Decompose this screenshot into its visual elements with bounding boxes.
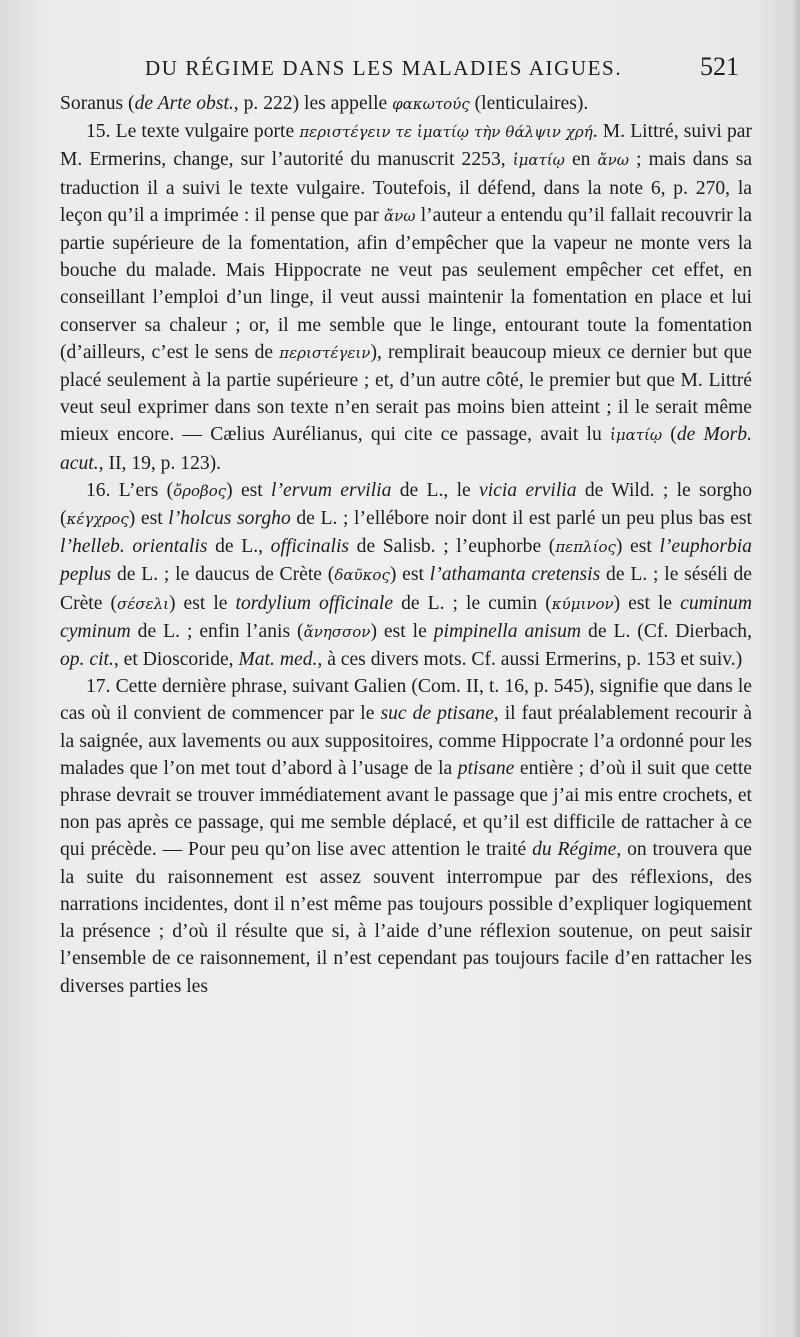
greek-term: ἱματίῳ (512, 151, 565, 170)
text-run: ) est le (370, 620, 434, 642)
text-run: de L., (207, 536, 271, 558)
text-run: de L. ; le daucus de Crète ( (111, 564, 335, 586)
text-run: 15. Le texte vulgaire porte (86, 121, 300, 143)
italic-term: l’helleb. orientalis (60, 536, 208, 558)
text-run: , II, 19, p. 123). (98, 452, 222, 474)
greek-term: σέσελι (117, 594, 169, 613)
text-run: entière ; d’où il suit que cette phrase devrait se trouver immédiatement avant le passage que j’ai mis entre crochets, et non pas après ce passage, qui me semble déplacé, et qu’il est difficile de rattacher à ce qui précède. — Pour peu qu’on lise avec attention le traité (60, 757, 752, 861)
italic-term: suc de ptisane (380, 703, 494, 725)
italic-term: de Arte obst. (134, 93, 234, 114)
greek-term: κέγχρος (66, 510, 129, 529)
text-run: de L., le (391, 479, 480, 501)
text-run: de L. ; l’ellébore noir dont il est parlé un peu plus bas est (290, 508, 753, 530)
italic-term: cuminum cyminum (60, 592, 752, 642)
italic-term: Mat. med. (238, 649, 318, 671)
text-run: , il faut préalablement recourir à la saignée, aux lavements ou aux suppositoires, comme Hippocrate l’a ordonné pour les malades que l’on met tout d’abord à l’usage de la (60, 703, 752, 779)
text-run: 17. Cette dernière phrase, suivant Galien (Com. II, t. 16, p. 545), signifie que dans le cas où il convient de commencer par le (60, 676, 752, 725)
page-header (145, 52, 745, 86)
text-run: Soranus ( (60, 93, 135, 114)
text-run: ) est (389, 564, 430, 586)
text-run: de L. ; le séséli de Crète ( (60, 564, 752, 614)
note-17 (60, 673, 752, 999)
text-run: ; mais dans sa traduction il a suivi le texte vulgaire. Toutefois, il défend, dans la note 6, p. 270, la leçon qu’il a imprimée : il pense que par (60, 149, 753, 226)
text-run: ), remplirait beaucoup mieux ce dernier but que placé seulement à la partie supérieure ; et, d’un autre côté, le premier but que M. Littré veut seul exprimer dans son texte n’en serait pas moins bien atteint ; il le serait même mieux encore. — Cælius Aurélianus, qui cite ce passage, avait lu (60, 341, 752, 446)
italic-term: op. cit. (60, 649, 114, 671)
text-run: 16. L’ers ( (86, 479, 174, 501)
page-edge-shadow (794, 0, 800, 1337)
text-run: ) est (615, 536, 660, 558)
text-run: ) est le (168, 592, 236, 614)
text-run: , p. 222) les appelle (233, 93, 393, 114)
italic-term: l’ervum ervilia (271, 479, 392, 501)
body-text (60, 90, 752, 1000)
text-run: de L. ; le cumin ( (393, 592, 552, 614)
italic-term: du Régime (532, 839, 617, 861)
italic-term: pimpinella anisum (433, 620, 582, 642)
text-run: , on trouvera que la suite du raisonnement est assez souvent interrompue par des réflexions, des narrations incidentes, dont il n’est même pas toujours possible d’expliquer logiquement la présence ; d’où il résulte que si, à l’aide d’une réflexion soutenue, on peut saisir l’ensemble de ce raisonnement, il n’est cependant pas toujours facile d’en rattacher les diverses parties les (60, 839, 752, 997)
greek-term: ἄνησσον (303, 622, 371, 641)
paragraph-continued (60, 90, 752, 118)
italic-term: de Morb. acut. (60, 424, 752, 474)
text-run: ) est (128, 508, 169, 530)
italic-term: ptisane (457, 757, 515, 779)
italic-term: tordylium officinale (235, 592, 394, 614)
text-run: l’auteur a entendu qu’il fallait recouvrir la partie supérieure de la fomentation, afin d’empêcher que la vapeur ne monte vers la bouche du malade. Mais Hippocrate ne veut pas seulement empêcher cet effet, en conseillant l’emploi d’un linge, il veut aussi maintenir la fomentation en place et lui conserver sa chaleur ; or, il me semble que le linge, entourant toute la fomentation (d’ailleurs, c’est le sens de (60, 204, 753, 363)
text-run: (lenticulaires). (469, 93, 589, 114)
greek-term: δαῦκος (334, 566, 390, 585)
italic-term: l’holcus sorgho (168, 508, 291, 530)
greek-term: περιστέγειν τε ἱματίῳ τὴν θάλψιν χρή (299, 123, 593, 142)
greek-term: κύμινον (551, 594, 614, 613)
italic-term: officinalis (270, 536, 350, 558)
greek-term: περιστέγειν (279, 343, 371, 362)
page-number: 521 (700, 52, 739, 81)
text-run: de L. (Cf. Dierbach, (581, 620, 752, 642)
greek-term: φακωτούς (392, 95, 470, 113)
italic-term: l’athamanta cretensis (429, 564, 601, 586)
text-run: ) est (226, 479, 272, 501)
text-run: de Salisb. ; l’euphorbe ( (349, 536, 556, 558)
text-run: de L. ; enfin l’anis ( (130, 620, 304, 642)
text-run: en (564, 149, 598, 171)
greek-term: πεπλίος (555, 538, 616, 557)
italic-term: vicia ervilia (479, 479, 577, 501)
text-run: de Wild. ; le sorgho ( (60, 479, 753, 530)
text-run: ( (662, 424, 677, 446)
greek-term: ἱματίῳ (609, 426, 663, 445)
text-run: . M. Littré, suivi par M. Ermerins, change, sur l’autorité du manuscrit 2253, (60, 121, 753, 171)
running-head: DU RÉGIME DANS LES MALADIES AIGUES. (145, 56, 623, 80)
greek-term: ὄροβος (173, 481, 227, 500)
text-run: , à ces divers mots. Cf. aussi Ermerins, p. 153 et suiv.) (317, 649, 743, 671)
note-15 (60, 118, 752, 477)
note-16 (60, 477, 752, 673)
greek-term: ἄνω (384, 206, 416, 225)
greek-term: ἄνω (597, 151, 630, 170)
text-run: , et Dioscoride, (113, 649, 239, 671)
text-run: ) est le (613, 592, 681, 614)
italic-term: l’euphorbia peplus (60, 536, 752, 586)
